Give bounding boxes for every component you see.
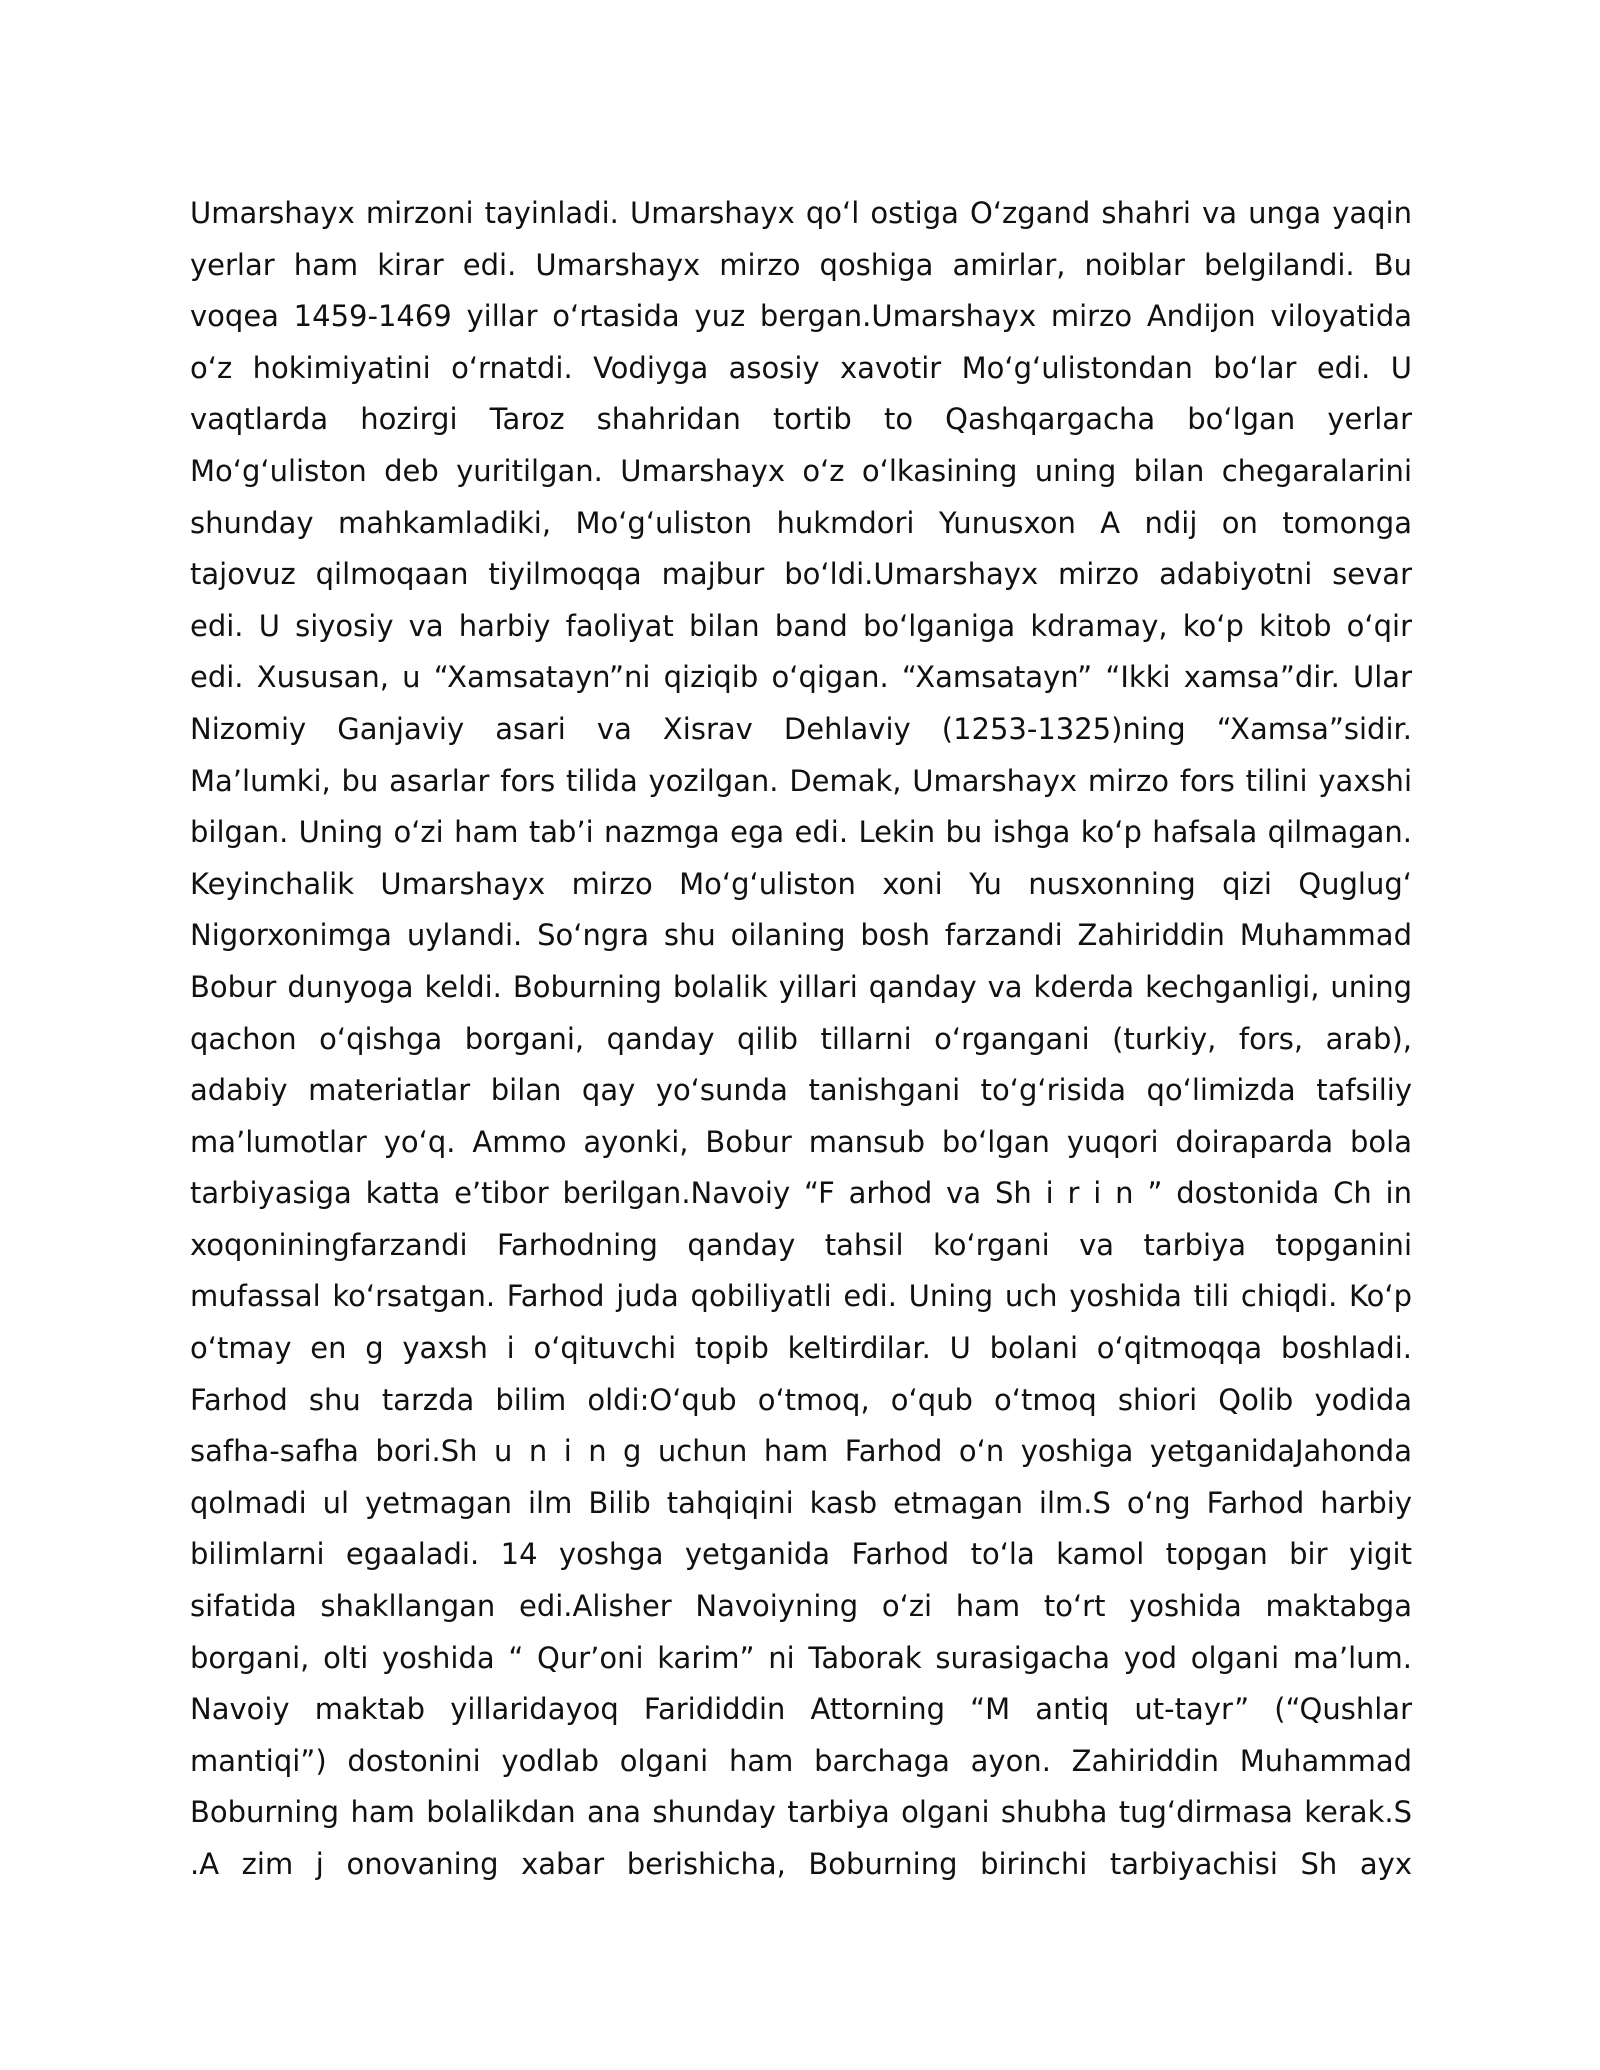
- text-line: Mo‘g‘uliston deb yuritilgan. Umarshayx o‘z o‘lkasining uning bilan chegaralarini: [190, 453, 1412, 488]
- text-line: mantiqi”) dostonini yodlab olgani ham barchaga ayon. Zahiriddin Muhammad: [190, 1743, 1412, 1778]
- text-line: Nizomiy Ganjaviy asari va Xisrav Dehlaviy (1253-1325)ning “Xamsa”sidir.: [190, 711, 1412, 746]
- text-line: qachon o‘qishga borgani, qanday qilib tillarni o‘rgangani (turkiy, fors, arab),: [190, 1021, 1412, 1056]
- text-line: vaqtlarda hozirgi Taroz shahridan tortib to Qashqargacha bo‘lgan yerlar: [190, 402, 1412, 437]
- text-line: Bobur dunyoga keldi. Boburning bolalik yillari qanday va kderda kechganligi, uning: [190, 969, 1412, 1004]
- text-line: qolmadi ul yetmagan ilm Bilib tahqiqini kasb etmagan ilm.S o‘ng Farhod harbiy: [190, 1485, 1412, 1520]
- body-text: [190, 188, 1412, 1891]
- text-line: o‘z hokimiyatini o‘rnatdi. Vodiyga asosiy xavotir Mo‘g‘ulistondan bo‘lar edi. U: [190, 350, 1412, 385]
- text-line: tarbiyasiga katta e’tibor berilgan.Navoiy “F arhod va Sh i r i n ” dostonida Ch in: [190, 1176, 1412, 1211]
- text-line: voqea 1459-1469 yillar o‘rtasida yuz bergan.Umarshayx mirzo Andijon viloyatida: [190, 299, 1412, 334]
- text-line: ma’lumotlar yo‘q. Ammo ayonki, Bobur mansub bo‘lgan yuqori doiraparda bola: [190, 1124, 1412, 1159]
- text-line: sifatida shakllangan edi.Alisher Navoiyning o‘zi ham to‘rt yoshida maktabga: [190, 1589, 1412, 1624]
- text-line: bilimlarni egaaladi. 14 yoshga yetganida Farhod to‘la kamol topgan bir yigit: [190, 1537, 1412, 1572]
- text-line: Ma’lumki, bu asarlar fors tilida yozilgan. Demak, Umarshayx mirzo fors tilini yaxshi: [190, 763, 1412, 798]
- text-line: yerlar ham kirar edi. Umarshayx mirzo qoshiga amirlar, noiblar belgilandi. Bu: [190, 247, 1412, 282]
- text-line: adabiy materiatlar bilan qay yo‘sunda tanishgani to‘g‘risida qo‘limizda tafsiliy: [190, 1073, 1412, 1108]
- text-line: xoqoniningfarzandi Farhodning qanday tahsil ko‘rgani va tarbiya topganini: [190, 1227, 1412, 1262]
- text-line: edi. Xususan, u “Xamsatayn”ni qiziqib o‘qigan. “Xamsatayn” “Ikki xamsa”dir. Ular: [190, 660, 1412, 695]
- text-line: Boburning ham bolalikdan ana shunday tarbiya olgani shubha tug‘dirmasa kerak.S: [190, 1795, 1412, 1830]
- text-line: Umarshayx mirzoni tayinladi. Umarshayx qo‘l ostiga O‘zgand shahri va unga yaqin: [190, 196, 1412, 230]
- text-line: safha-safha bori.Sh u n i n g uchun ham Farhod o‘n yoshiga yetganidaJahonda: [190, 1434, 1412, 1469]
- text-line: shunday mahkamladiki, Mo‘g‘uliston hukmdori Yunusxon A ndij on tomonga: [190, 505, 1412, 540]
- text-line: tajovuz qilmoqaan tiyilmoqqa majbur bo‘ldi.Umarshayx mirzo adabiyotni sevar: [190, 557, 1412, 592]
- text-line: Navoiy maktab yillaridayoq Farididdin Attorning “M antiq ut-tayr” (“Qushlar: [190, 1692, 1412, 1727]
- text-line: mufassal ko‘rsatgan. Farhod juda qobiliyatli edi. Uning uch yoshida tili chiqdi. Ko‘p: [190, 1279, 1412, 1314]
- text-line: o‘tmay en g yaxsh i o‘qituvchi topib keltirdilar. U bolani o‘qitmoqqa boshladi.: [190, 1331, 1412, 1366]
- text-line: borgani, olti yoshida “ Qur’oni karim” ni Taborak surasigacha yod olgani ma’lum.: [190, 1640, 1412, 1675]
- text-line: bilgan. Uning o‘zi ham tab’i nazmga ega edi. Lekin bu ishga ko‘p hafsala qilmagan.: [190, 815, 1412, 850]
- text-line: Farhod shu tarzda bilim oldi:O‘qub o‘tmoq, o‘qub o‘tmoq shiori Qolib yodida: [190, 1382, 1412, 1417]
- text-line: .A zim j onovaning xabar berishicha, Boburning birinchi tarbiyachisi Sh ayx: [190, 1847, 1412, 1881]
- text-line: Nigorxonimga uylandi. So‘ngra shu oilaning bosh farzandi Zahiriddin Muhammad: [190, 918, 1412, 953]
- text-line: Keyinchalik Umarshayx mirzo Mo‘g‘uliston xoni Yu nusxonning qizi Quglug‘: [190, 866, 1412, 901]
- text-line: edi. U siyosiy va harbiy faoliyat bilan band bo‘lganiga kdramay, ko‘p kitob o‘qir: [190, 608, 1412, 643]
